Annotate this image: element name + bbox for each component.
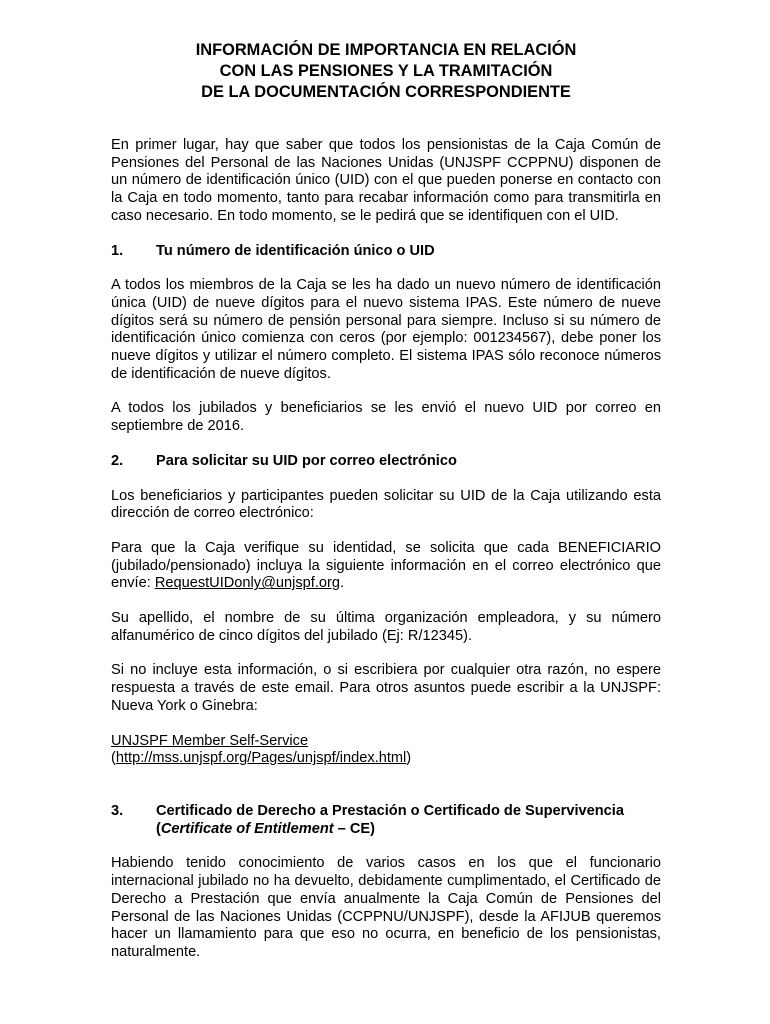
section-3-number: 3. — [111, 802, 124, 819]
document-page — [111, 40, 661, 962]
document-title — [103, 40, 669, 103]
section-3-title — [156, 803, 661, 838]
p2-period: . — [339, 575, 345, 592]
section-2-paragraph-1: Los beneficiarios y participantes pueden solicitar su UID de la Caja utilizando esta dirección de correo electrónico: — [111, 487, 661, 522]
section-1-heading — [111, 243, 661, 261]
section-2-heading — [111, 453, 661, 471]
url-open-paren: ( — [111, 750, 116, 767]
title-line-2: CON LAS PENSIONES Y LA TRAMITACIÓN — [219, 62, 553, 80]
s3-italic-term: Certificate of Entitlement — [160, 820, 334, 837]
intro-paragraph: En primer lugar, hay que saber que todos los pensionistas de la Caja Común de Pensiones del Personal de las Naciones Unidas (UNJSPF CCPPNU) disponen de un número de identificación único (UID) con el que pueden ponerse en contacto con la Caja en todo momento, tanto para recabar información como para transmitirla en caso necesario. En todo momento, se le pedirá que se identifiquen con el UID. — [111, 137, 661, 224]
section-2-number: 2. — [111, 452, 124, 469]
section-2-paragraph-4: Si no incluye esta información, o si escribiera por cualquier otra razón, no espere respuesta a través de este email. Para otros asuntos puede escribir a la UNJSPF: Nueva York o Ginebra: — [111, 662, 661, 714]
self-service-link-block — [111, 733, 661, 768]
section-2-title: Para solicitar su UID por correo electrónico — [156, 452, 457, 469]
section-1-title: Tu número de identificación único o UID — [156, 242, 435, 259]
section-3-paragraph-1: Habiendo tenido conocimiento de varios casos en los que el funcionario internacional jubilado no ha devuelto, debidamente cumplimentado, el Certificado de Derecho a Prestación que envía anualmente la Caja Común de Pensiones del Personal de las Naciones Unidas (CCPPNU/UNJSPF), desde la AFIJUB queremos hacer un llamamiento para que eso no ocurra, en beneficio de los pensionistas, naturalmente. — [111, 855, 661, 960]
section-2-paragraph-2 — [111, 540, 661, 593]
member-self-service-link[interactable]: UNJSPF Member Self-Service — [111, 732, 309, 749]
section-3-heading — [111, 803, 661, 838]
title-line-1: INFORMACIÓN DE IMPORTANCIA EN RELACIÓN — [195, 41, 577, 59]
s3-open-paren: ( — [156, 820, 161, 837]
section-2-paragraph-3: Su apellido, el nombre de su última organización empleadora, y su número alfanumérico de cinco dígitos del jubilado (Ej: R/12345). — [111, 610, 661, 644]
section-1-paragraph-1: A todos los miembros de la Caja se les ha dado un nuevo número de identificación única (UID) de nueve dígitos para el nuevo sistema IPAS. Este número de nueve dígitos será su número de pensión personal para siempre. Incluso si su número de identificación único comienza con ceros (por ejemplo: 001234567), debe poner los nueve dígitos y utilizar el número completo. El sistema IPAS sólo reconoce números de identificación de nueve dígitos. — [111, 277, 661, 382]
section-1-number: 1. — [111, 242, 124, 259]
title-line-3: DE LA DOCUMENTACIÓN CORRESPONDIENTE — [201, 83, 571, 101]
url-close-paren: ) — [406, 750, 412, 767]
p2-text: Para que la Caja verifique su identidad, se solicita que cada BENEFICIARIO (jubilado/pensionado) incluya la siguiente información en el correo electrónico que envíe: — [111, 539, 661, 592]
section-3-title-line-1: Certificado de Derecho a Prestación o Certificado de Supervivencia — [156, 802, 624, 819]
section-3-title-line-2 — [156, 821, 661, 839]
section-1-paragraph-2: A todos los jubilados y beneficiarios se les envió el nuevo UID por correo en septiembre de 2016. — [111, 400, 661, 435]
request-uid-email-link[interactable]: RequestUIDonly@unjspf.org — [154, 575, 340, 592]
s3-tail: – CE) — [333, 820, 375, 837]
mss-url-link[interactable]: http://mss.unjspf.org/Pages/unjspf/index.html — [115, 750, 407, 767]
